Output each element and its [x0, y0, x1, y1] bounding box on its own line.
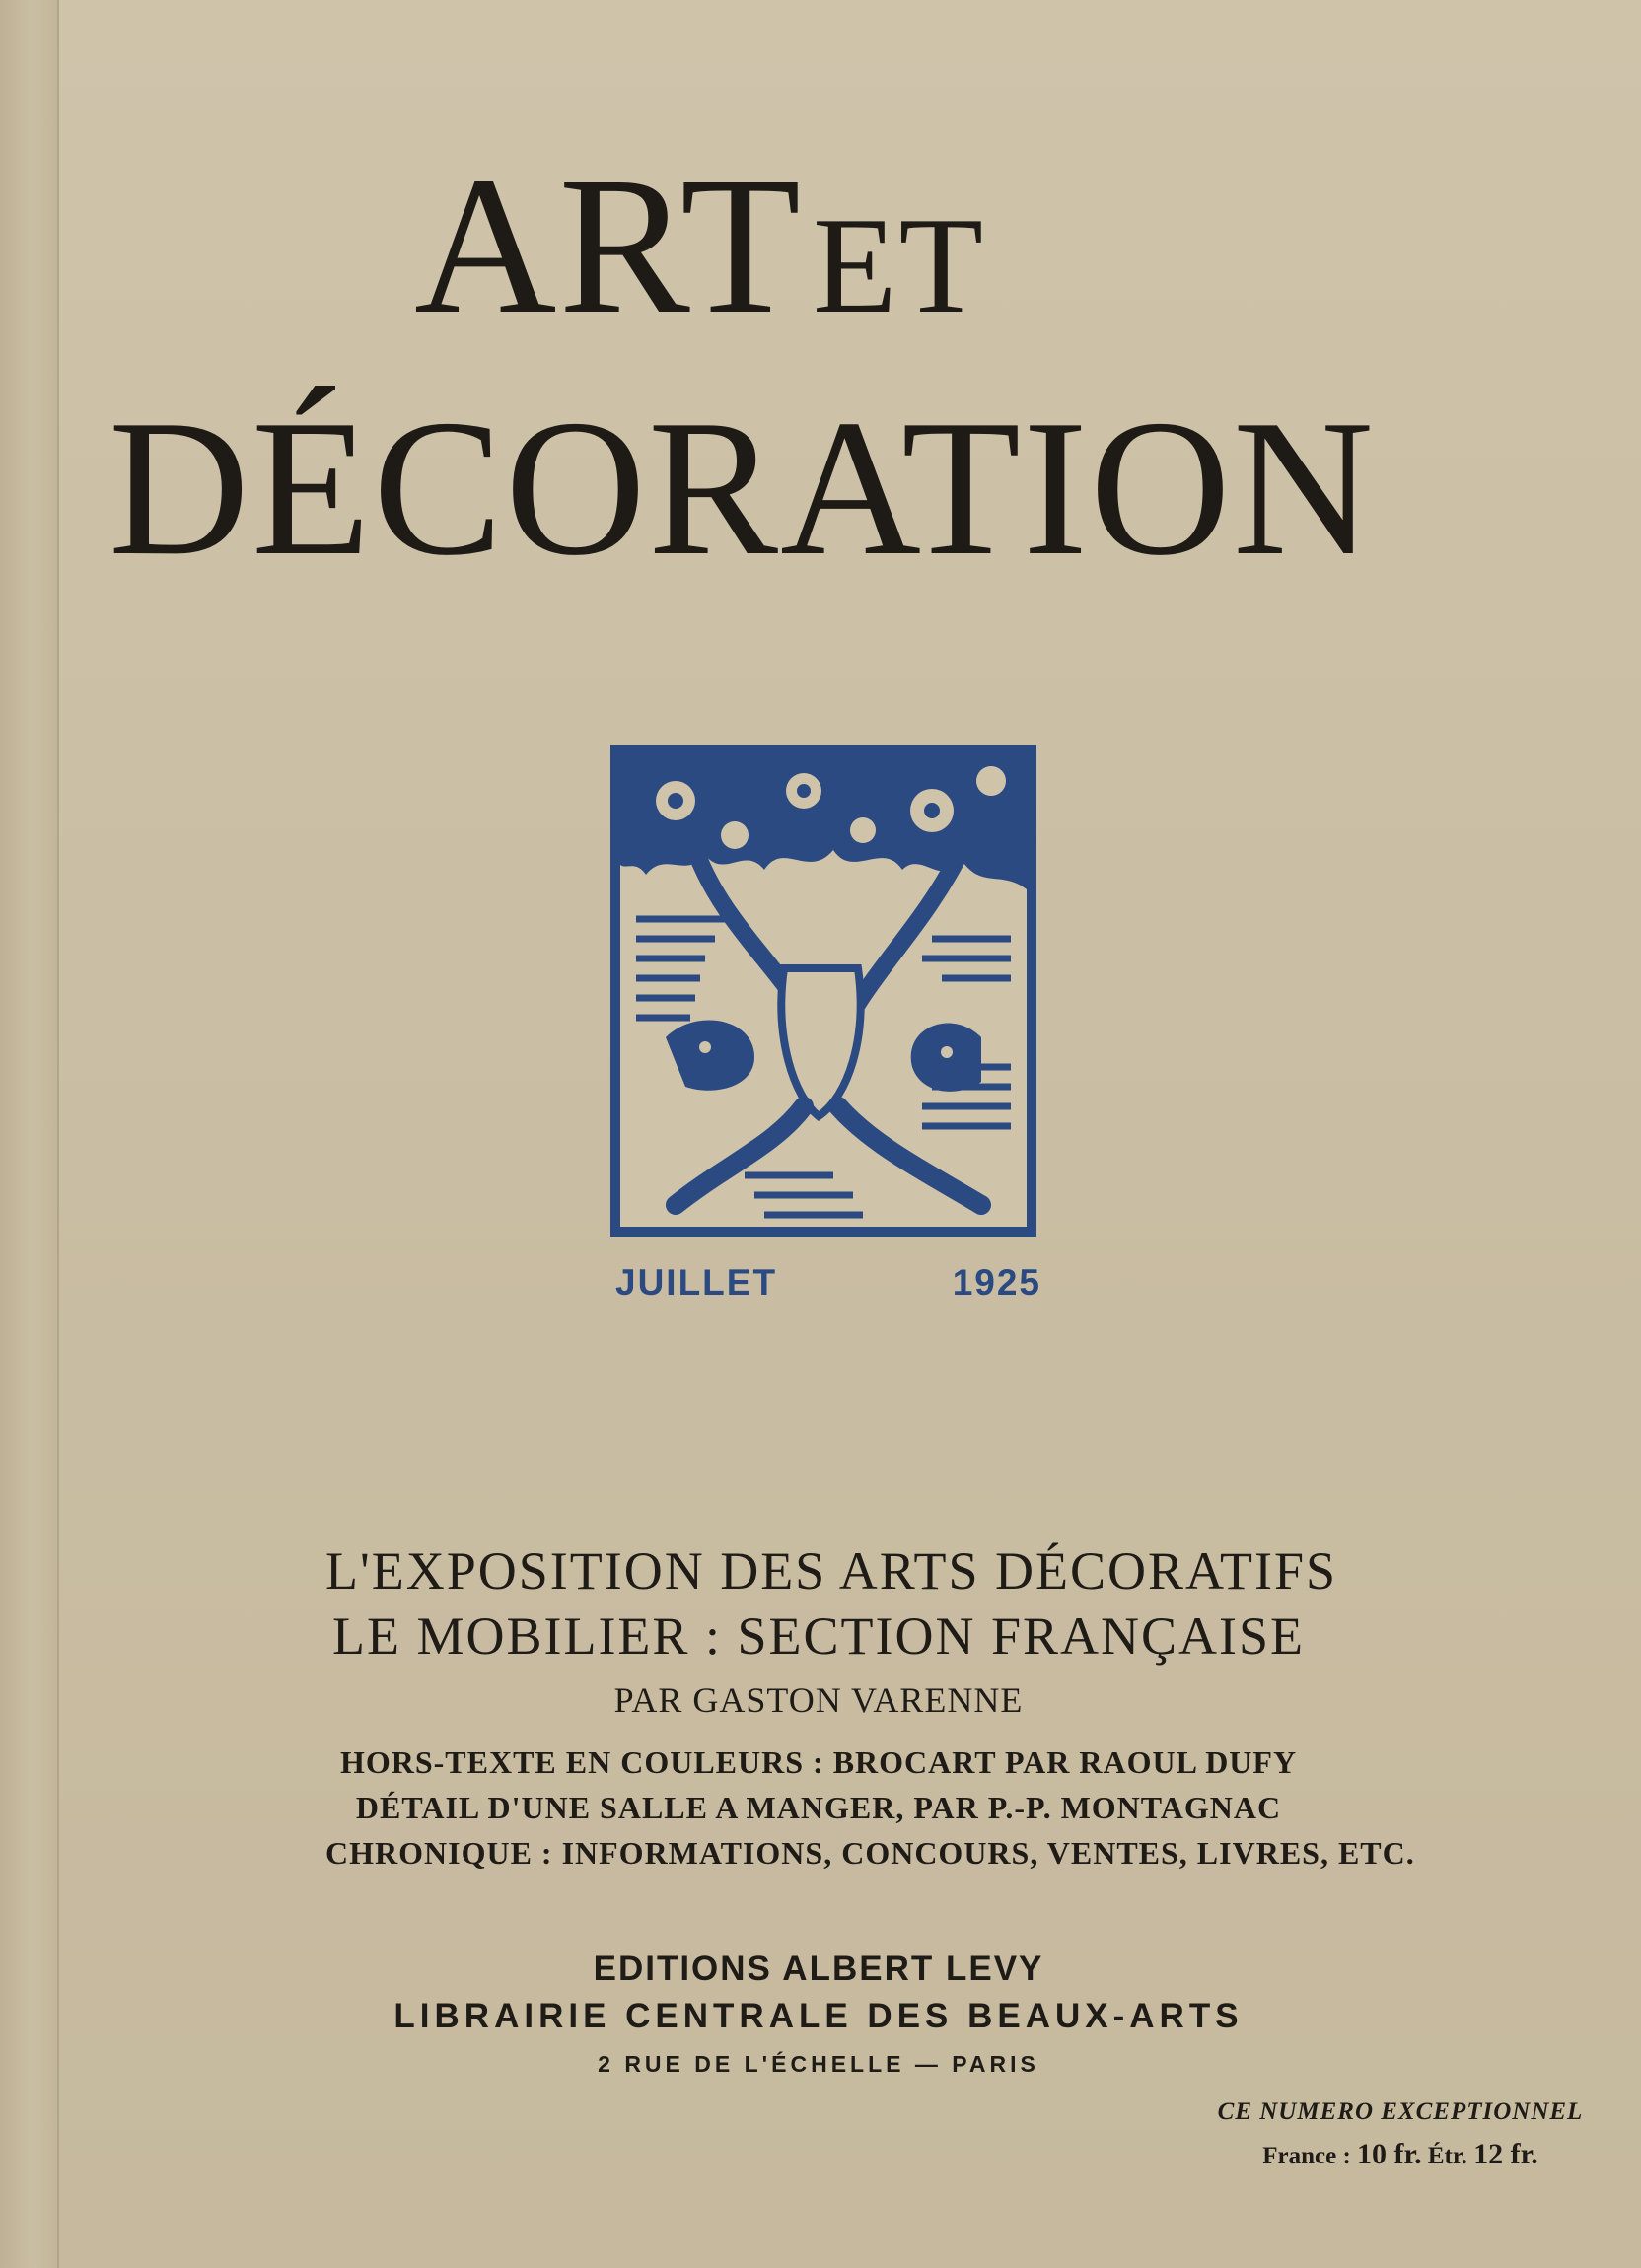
price-foreign: 12 fr.: [1473, 2138, 1538, 2170]
contents-list: [325, 1739, 1415, 1876]
list-item: HORS-TEXTE EN COULEURS : BROCART PAR RAOUL DUFY: [339, 1744, 1298, 1780]
byline: PAR GASTON VARENNE: [613, 1680, 1024, 1720]
issue-month: JUILLET: [615, 1262, 778, 1303]
publisher-library: LIBRAIRIE CENTRALE DES BEAUX-ARTS: [393, 1997, 1244, 2035]
price-notice-label: CE NUMERO EXCEPTIONNEL: [1217, 2098, 1584, 2125]
headline-mobilier: LE MOBILIER : SECTION FRANÇAISE: [331, 1606, 1305, 1666]
price-foreign-label: Étr.: [1427, 2143, 1467, 2169]
price-notice: [1183, 2092, 1617, 2179]
price-france-label: France :: [1262, 2143, 1351, 2169]
table-of-contents: [325, 1538, 1415, 1876]
masthead-line1: [414, 137, 1282, 365]
issue-year: 1925: [952, 1262, 1041, 1303]
publisher-address: 2 RUE DE L'ÉCHELLE — PARIS: [598, 2051, 1039, 2077]
cover-spine: [0, 0, 59, 2268]
masthead-decoration: DÉCORATION: [108, 380, 1376, 596]
price-france: 10 fr.: [1357, 2138, 1422, 2170]
masthead-et: ET: [813, 189, 986, 342]
masthead-art: ART: [414, 137, 803, 355]
headline-exposition: L'EXPOSITION DES ARTS DÉCORATIFS: [325, 1541, 1338, 1600]
woodcut-illustration-icon: [606, 742, 1040, 1240]
list-item: DÉTAIL D'UNE SALLE A MANGER, PAR P.-P. MONTAGNAC: [355, 1790, 1282, 1825]
publisher-name: EDITIONS ALBERT LEVY: [593, 1949, 1044, 1988]
publisher-block: [296, 1946, 1341, 2082]
list-item: CHRONIQUE : INFORMATIONS, CONCOURS, VENTES, LIVRES, ETC.: [325, 1835, 1415, 1871]
price-line: [1183, 2132, 1617, 2179]
